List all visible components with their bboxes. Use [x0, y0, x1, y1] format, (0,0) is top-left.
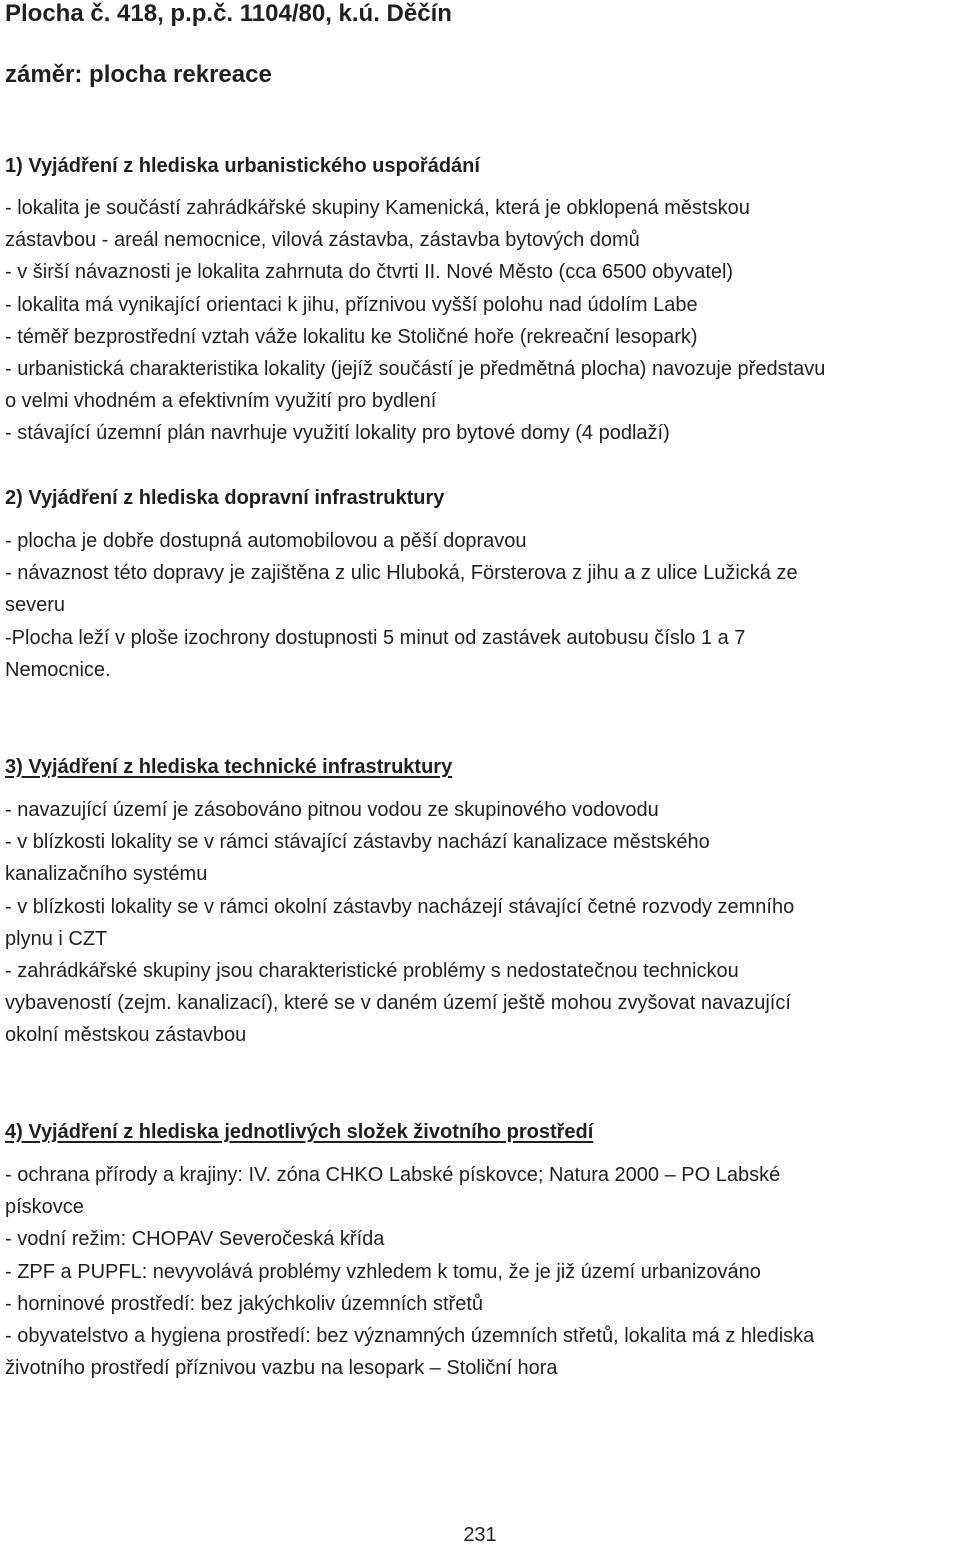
document-title: Plocha č. 418, p.p.č. 1104/80, k.ú. Děčín: [5, 0, 452, 27]
section-4-line: - ochrana přírody a krajiny: IV. zóna CHKO Labské pískovce; Natura 2000 – PO Labské: [5, 1164, 781, 1186]
section-4-line: - horninové prostředí: bez jakýchkoliv územních střetů: [5, 1292, 483, 1315]
section-1-line: - urbanistická charakteristika lokality (jejíž součástí je předmětná plocha) navozuje představu: [5, 358, 826, 381]
section-1-line: o velmi vhodném a efektivním využití pro bydlení: [5, 390, 437, 413]
section-4-line: - obyvatelstvo a hygiena prostředí: bez významných územních střetů, lokalita má z hlediska: [5, 1325, 815, 1348]
document-subtitle: záměr: plocha rekreace: [5, 61, 272, 88]
section-3-line: - v blízkosti lokality se v rámci stávající zástavby nachází kanalizace městského: [5, 831, 710, 854]
section-1-line: - v širší návaznosti je lokalita zahrnuta do čtvrti II. Nové Město (cca 6500 obyvatel): [5, 261, 734, 284]
page-number: 231: [463, 1524, 497, 1546]
section-2-body: [5, 525, 960, 686]
section-3-line: - v blízkosti lokality se v rámci okolní zástavby nacházejí stávající četné rozvody zemního: [5, 895, 795, 918]
section-4-body: [5, 1159, 960, 1384]
section-1-line: - lokalita je součástí zahrádkářské skupiny Kamenická, která je obklopená městskou: [5, 197, 750, 219]
section-4-line: - ZPF a PUPFL: nevyvolává problémy vzhledem k tomu, že je již území urbanizováno: [5, 1260, 761, 1283]
section-1-line: - téměř bezprostřední vztah váže lokalitu ke Stoličné hoře (rekreační lesopark): [5, 325, 698, 348]
section-2-line: severu: [5, 594, 66, 617]
section-3-line: - navazující území je zásobováno pitnou vodou ze skupinového vodovodu: [5, 799, 659, 821]
section-1-heading: 1) Vyjádření z hlediska urbanistického uspořádání: [5, 155, 480, 177]
section-3-line: okolní městskou zástavbou: [5, 1024, 247, 1047]
section-3-line: - zahrádkářské skupiny jsou charakteristické problémy s nedostatečnou technickou: [5, 960, 739, 983]
section-2-line: - plocha je dobře dostupná automobilovou a pěší dopravou: [5, 530, 527, 552]
section-4-line: - vodní režim: CHOPAV Severočeská křída: [5, 1228, 385, 1251]
section-3-line: vybaveností (zejm. kanalizací), které se v daném území ještě mohou zvyšovat navazující: [5, 992, 791, 1015]
section-3-body: [5, 794, 960, 1052]
section-1-line: - stávající územní plán navrhuje využití lokality pro bytové domy (4 podlaží): [5, 422, 670, 445]
section-3-heading: 3) Vyjádření z hlediska technické infrastruktury: [5, 756, 453, 778]
section-1-line: - lokalita má vynikající orientaci k jihu, příznivou vyšší polohu nad údolím Labe: [5, 293, 698, 316]
section-4-line: životního prostředí příznivou vazbu na lesopark – Stoliční hora: [5, 1357, 558, 1380]
section-2-line: Nemocnice.: [5, 658, 111, 681]
section-4-line: pískovce: [5, 1196, 84, 1219]
section-3-line: kanalizačního systému: [5, 863, 208, 886]
section-4-heading: 4) Vyjádření z hlediska jednotlivých složek životního prostředí: [5, 1121, 594, 1143]
section-2-line: - návaznost této dopravy je zajištěna z ulic Hluboká, Försterova z jihu a z ulice Lužická ze: [5, 562, 798, 585]
section-2-line: -Plocha leží v ploše izochrony dostupnosti 5 minut od zastávek autobusu číslo 1 a 7: [5, 626, 746, 649]
section-2-heading: 2) Vyjádření z hlediska dopravní infrastruktury: [5, 487, 445, 509]
section-1-body: [5, 192, 960, 450]
section-3-line: plynu i CZT: [5, 927, 108, 950]
section-1-line: zástavbou - areál nemocnice, vilová zástavba, zástavba bytových domů: [5, 229, 640, 252]
